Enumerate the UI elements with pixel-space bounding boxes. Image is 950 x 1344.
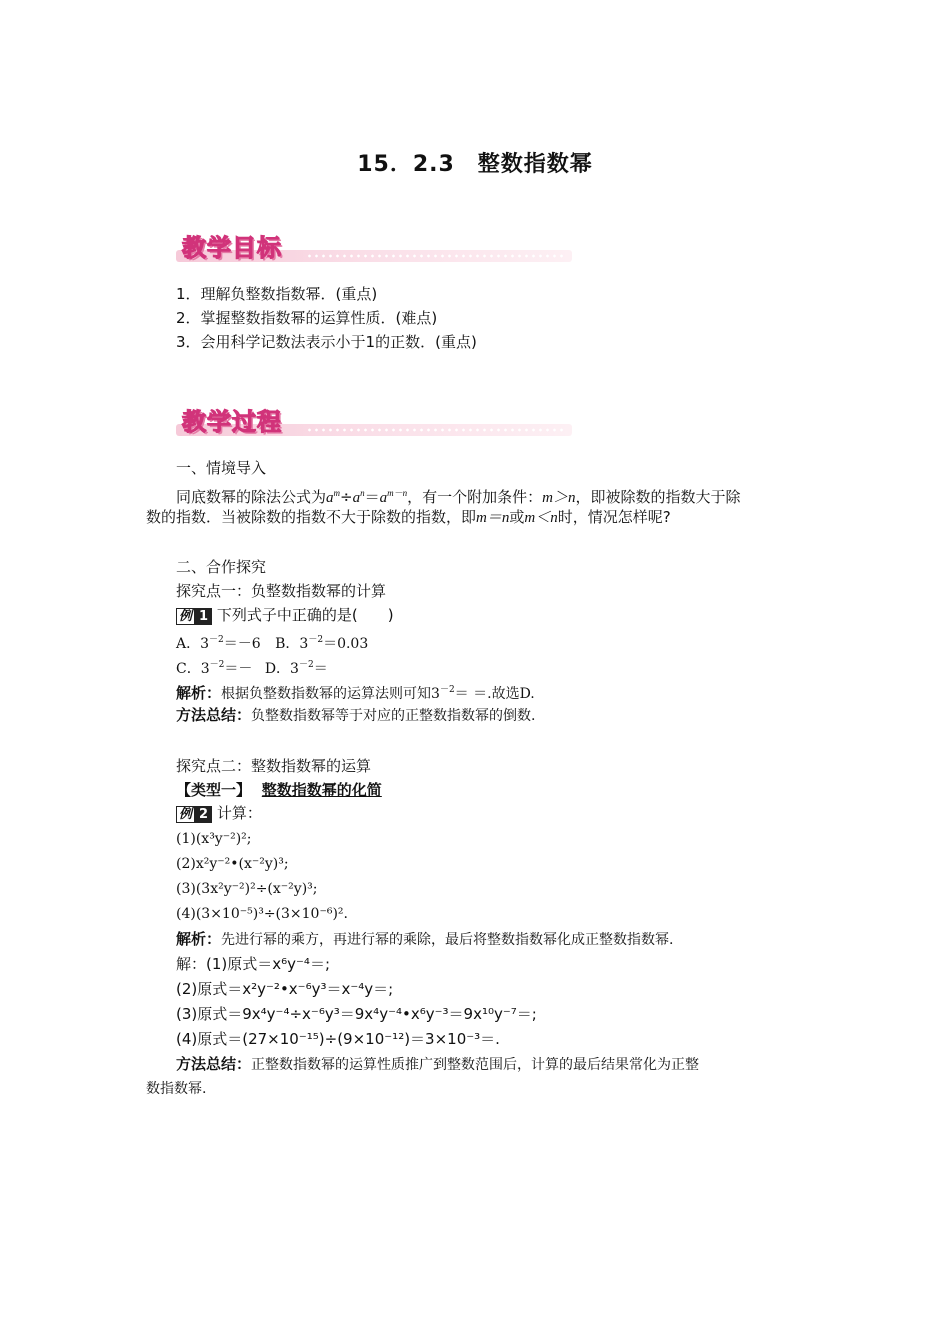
example2-item-2: (2)x²y⁻²•(x⁻²y)³; (176, 856, 289, 872)
example2-item-1: (1)(x³y⁻²)²; (176, 831, 252, 847)
goals-banner (176, 228, 572, 264)
example2-method-line2: 数指数幂. (146, 1081, 207, 1097)
point1-heading: 探究点一：负整数指数幂的计算 (176, 582, 387, 600)
example2-method-line1: 方法总结：正整数指数幂的运算性质推广到整数范围后，计算的最后结果常化为正整 (176, 1055, 700, 1073)
type1-heading: 【类型一】 整数指数幂的化简 (176, 781, 382, 799)
example1-question: 例 1 下列式子中正确的是( ) (176, 604, 394, 626)
example2-question: 例 2 计算： (176, 802, 262, 824)
section1-paragraph-line1: 同底数幂的除法公式为$a^m\div a^n=a^{m-n}$，有一个附加条件：m＞n，即被除数的指数大于除 (176, 488, 741, 506)
example2-item-4: (4)(3×10⁻⁵)³÷(3×10⁻⁶)². (176, 906, 348, 922)
example1-method: 方法总结：负整数指数幂等于对应的正整数指数幂的倒数. (176, 706, 536, 724)
section2-heading: 二、合作探究 (176, 558, 267, 576)
example-badge: 例 1 (176, 609, 212, 624)
section1-paragraph-line2: 数的指数．当被除数的指数不大于除数的指数，即m＝n或m＜n时，情况怎样呢? (146, 508, 671, 526)
example1-options-cd: C．$3^{-2}=- D$．$3^{-2}=$ (176, 660, 328, 677)
example2-solution-2: (2)原式＝x²y⁻²•x⁻⁶y³＝x⁻⁴y＝; (176, 980, 394, 998)
banner-dots (306, 428, 566, 432)
process-banner-label: 教学过程 (182, 408, 282, 436)
goal-item-2: 2．掌握整数指数幂的运算性质．(难点) (176, 309, 438, 327)
goal-item-3: 3．会用科学记数法表示小于1的正数．(重点) (176, 333, 477, 351)
example2-analysis: 解析：先进行幂的乘方，再进行幂的乘除，最后将整数指数幂化成正整数指数幂. (176, 930, 674, 948)
example2-item-3: (3)(3x²y⁻²)²÷(x⁻²y)³; (176, 881, 318, 897)
goal-item-1: 1．理解负整数指数幂．(重点) (176, 285, 378, 303)
example2-solution-3: (3)原式＝9x⁴y⁻⁴÷x⁻⁶y³＝9x⁴y⁻⁴•x⁶y⁻³＝9x¹⁰y⁻⁷＝; (176, 1005, 537, 1023)
point2-heading: 探究点二：整数指数幂的运算 (176, 757, 372, 775)
goals-banner-label: 教学目标 (182, 234, 282, 262)
section1-heading: 一、情境导入 (176, 459, 267, 477)
example-badge: 例 2 (176, 807, 212, 822)
example1-options-ab: A．$3^{-2}=-6$ B．$3^{-2}=0.03$ (176, 635, 369, 652)
banner-dots (306, 254, 566, 258)
example2-solution-4: (4)原式＝(27×10⁻¹⁵)÷(9×10⁻¹²)＝3×10⁻³＝. (176, 1030, 500, 1048)
process-banner (176, 402, 572, 438)
example1-analysis: 解析：根据负整数指数幂的运算法则可知$3^{-2}=$ ＝.故选D. (176, 684, 535, 702)
page-title: 15．2.3 整数指数幂 (357, 152, 593, 177)
example2-solution-1: 解：(1)原式＝x⁶y⁻⁴＝; (176, 955, 330, 973)
